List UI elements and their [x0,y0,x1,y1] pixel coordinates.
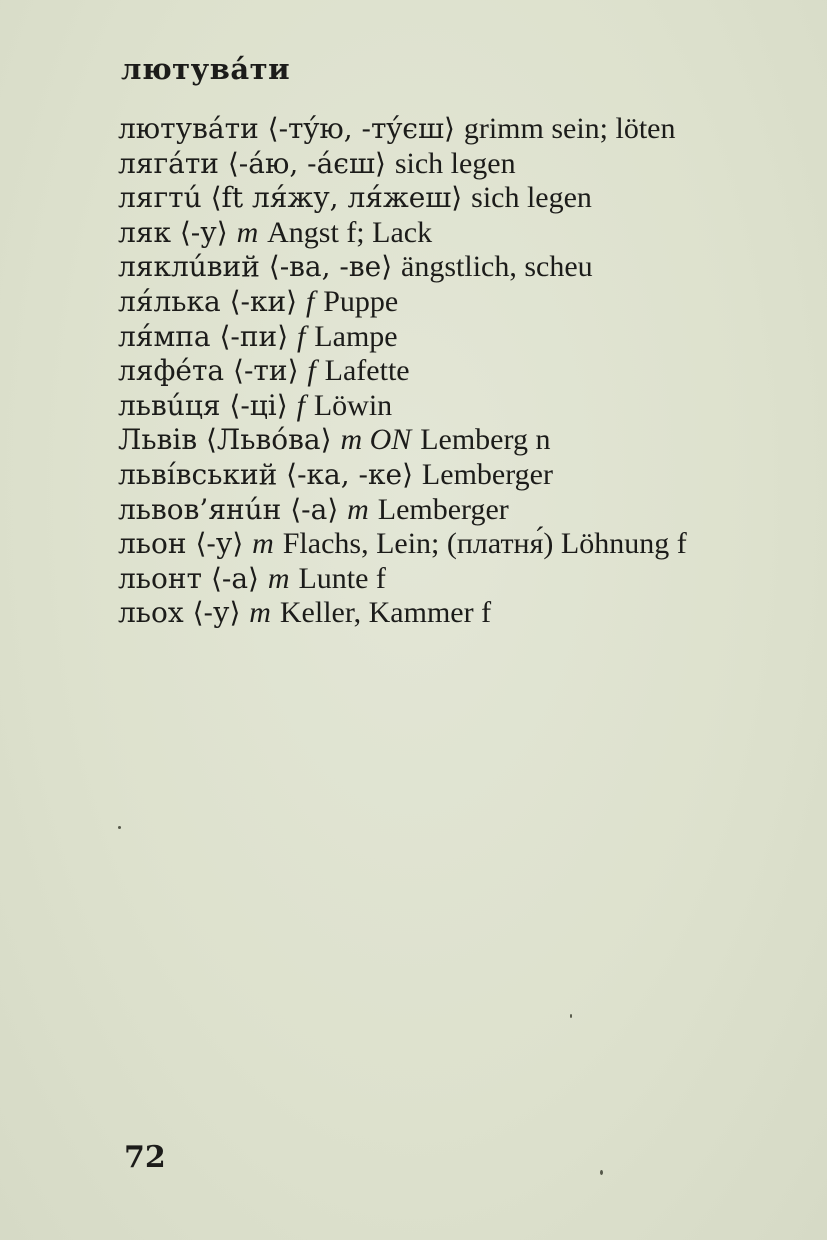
grammatical-forms: ⟨ft ля́жу, ля́жеш⟩ [210,181,463,215]
dictionary-entry [118,112,723,147]
headword: лягтú [118,181,202,215]
translation: Puppe [323,284,399,318]
dictionary-entry [118,562,723,597]
gender-label: f [307,354,316,388]
headword: львов’янúн [118,492,282,526]
translation: Lunte f [298,561,386,595]
gender-label: m ON [340,423,412,457]
dictionary-entry [118,250,723,285]
dictionary-entry [118,354,723,389]
grammatical-forms: ⟨-тýю, -тýєш⟩ [267,112,455,145]
translation: sich legen [394,146,516,180]
gender-label: m [267,561,290,595]
grammatical-forms: ⟨-ка, -ке⟩ [286,457,414,491]
translation: Flachs, Lein; (платня́) Löhnung f [282,527,687,561]
dictionary-entry [118,596,723,631]
grammatical-forms: ⟨-а⟩ [290,492,339,526]
translation: grimm sein; löten [463,112,676,145]
dictionary-entry [118,147,723,182]
entry-list [118,112,723,631]
gender-label: f [297,319,306,353]
headword: лютувáти [118,112,259,145]
headword: льох [118,596,184,630]
headword: льонт [118,561,203,595]
grammatical-forms: ⟨Львóва⟩ [206,423,332,457]
dictionary-entry [118,320,723,355]
gender-label: f [305,284,315,318]
grammatical-forms: ⟨-áю, -áєш⟩ [227,146,386,180]
headword: Львів [118,423,198,457]
headword: ляклúвий [118,250,260,284]
dictionary-entry [118,285,723,320]
translation: Keller, Kammer f [279,596,492,630]
dictionary-entry [118,493,723,528]
grammatical-forms: ⟨-у⟩ [192,596,241,630]
translation: ängstlich, scheu [401,250,593,284]
running-head: лютувáти [121,52,291,86]
translation: Lemberger [377,492,509,526]
grammatical-forms: ⟨-у⟩ [195,527,244,561]
gender-label: m [252,527,274,561]
grammatical-forms: ⟨-ки⟩ [229,284,298,318]
gender-label: m [249,596,271,630]
headword: львíвський [118,457,278,491]
headword: ля́лька [118,284,221,318]
grammatical-forms: ⟨-пи⟩ [219,319,289,353]
grammatical-forms: ⟨-ці⟩ [229,388,288,422]
translation: sich legen [471,181,592,215]
gender-label: f [296,388,305,422]
translation: Lemberger [421,457,553,491]
paper-speck [570,1014,572,1018]
dictionary-entry [118,527,723,562]
translation: Löwin [313,388,393,422]
page-number: 72 [124,1140,166,1175]
dictionary-entry [118,423,723,458]
dictionary-entry [118,389,723,424]
headword: ля́мпа [118,319,211,353]
paper-speck [118,826,121,829]
dictionary-entry [118,216,723,251]
gender-label: m [236,215,259,249]
gender-label: m [347,492,369,526]
headword: ляк [118,215,171,249]
headword: львúця [118,388,221,422]
headword: льон [118,527,187,561]
paper-speck [600,1170,603,1175]
grammatical-forms: ⟨-ва, -ве⟩ [268,250,393,284]
dictionary-entry [118,181,723,216]
translation: Lafette [324,354,410,388]
grammatical-forms: ⟨-у⟩ [179,215,228,249]
dictionary-entry [118,458,723,493]
translation: Angst f; Lack [267,215,433,249]
headword: лягáти [118,146,219,180]
headword: ляфéта [118,354,225,388]
grammatical-forms: ⟨-ти⟩ [233,354,299,388]
grammatical-forms: ⟨-а⟩ [210,561,259,595]
translation: Lemberg n [420,423,551,457]
translation: Lampe [314,319,398,353]
